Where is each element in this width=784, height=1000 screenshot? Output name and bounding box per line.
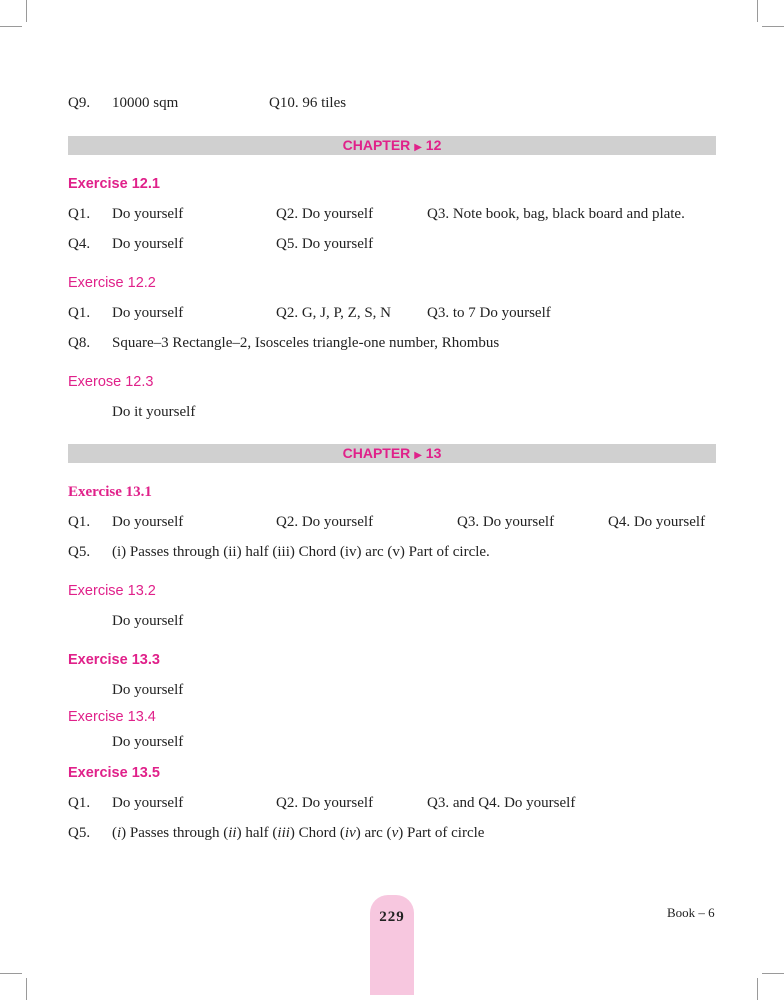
q2-answer: Q2. Do yourself bbox=[276, 514, 374, 530]
q3-q4-answer: Q3. and Q4. Do yourself bbox=[427, 795, 576, 811]
chapter-number: 13 bbox=[425, 445, 442, 461]
q9-answer: 10000 sqm bbox=[112, 95, 179, 111]
q1-answer: Do yourself bbox=[112, 206, 184, 222]
exercise-13-2-answer: Do yourself bbox=[112, 613, 184, 629]
play-arrow-icon: ▶ bbox=[414, 142, 422, 153]
q1-answer: Do yourself bbox=[112, 514, 184, 530]
chapter-number: 12 bbox=[425, 137, 442, 153]
q4-answer: Q4. Do yourself bbox=[608, 514, 706, 530]
crop-mark bbox=[757, 0, 758, 22]
q9-number: Q9. bbox=[68, 95, 91, 111]
q10-answer: Q10. 96 tiles bbox=[269, 95, 347, 111]
q1-answer: Do yourself bbox=[112, 305, 184, 321]
chapter-label: CHAPTER bbox=[342, 445, 411, 461]
q3-answer: Q3. Do yourself bbox=[457, 514, 555, 530]
exercise-13-4-title: Exercise 13.4 bbox=[68, 709, 156, 725]
crop-mark bbox=[762, 26, 784, 27]
chapter-13-header bbox=[68, 444, 716, 463]
exercise-12-3-title: Exerose 12.3 bbox=[68, 374, 154, 390]
exercise-12-3-answer: Do it yourself bbox=[112, 404, 196, 420]
q3-answer: Q3. to 7 Do yourself bbox=[427, 305, 551, 321]
q1-number: Q1. bbox=[68, 795, 91, 811]
play-arrow-icon: ▶ bbox=[414, 450, 422, 461]
exercise-13-2-title: Exercise 13.2 bbox=[68, 583, 156, 599]
q1-answer: Do yourself bbox=[112, 795, 184, 811]
exercise-13-5-title: Exercise 13.5 bbox=[68, 765, 160, 781]
q5-number: Q5. bbox=[68, 544, 91, 560]
exercise-13-4-answer: Do yourself bbox=[112, 734, 184, 750]
exercise-12-2-title: Exercise 12.2 bbox=[68, 275, 156, 291]
page-number-tab bbox=[370, 895, 414, 995]
q2-answer: Q2. G, J, P, Z, S, N bbox=[276, 305, 392, 321]
q8-answer: Square–3 Rectangle–2, Isosceles triangle-one number, Rhombus bbox=[112, 335, 500, 351]
crop-mark bbox=[757, 978, 758, 1000]
crop-mark bbox=[26, 0, 27, 22]
exercise-13-1-title: Exercise 13.1 bbox=[68, 484, 152, 500]
exercise-13-3-title: Exercise 13.3 bbox=[68, 652, 160, 668]
crop-mark bbox=[762, 973, 784, 974]
q1-number: Q1. bbox=[68, 206, 91, 222]
crop-mark bbox=[0, 973, 22, 974]
chapter-12-header bbox=[68, 136, 716, 155]
q1-number: Q1. bbox=[68, 305, 91, 321]
q1-number: Q1. bbox=[68, 514, 91, 530]
q5-answer: (i) Passes through (ii) half (iii) Chord (iv) arc (v) Part of circle. bbox=[112, 544, 490, 560]
crop-mark bbox=[0, 26, 22, 27]
crop-mark bbox=[26, 978, 27, 1000]
exercise-12-1-title: Exercise 12.1 bbox=[68, 176, 160, 192]
page-number: 229 bbox=[379, 909, 405, 925]
exercise-13-3-answer: Do yourself bbox=[112, 682, 184, 698]
q5-answer: (i) Passes through (ii) half (iii) Chord (iv) arc (v) Part of circle bbox=[112, 825, 485, 841]
book-label: Book – 6 bbox=[667, 905, 715, 920]
q8-number: Q8. bbox=[68, 335, 91, 351]
chapter-label: CHAPTER bbox=[342, 137, 411, 153]
q4-number: Q4. bbox=[68, 236, 91, 252]
q2-answer: Q2. Do yourself bbox=[276, 206, 374, 222]
q4-answer: Do yourself bbox=[112, 236, 184, 252]
q2-answer: Q2. Do yourself bbox=[276, 795, 374, 811]
q5-answer: Q5. Do yourself bbox=[276, 236, 374, 252]
q5-number: Q5. bbox=[68, 825, 91, 841]
q3-answer: Q3. Note book, bag, black board and plate. bbox=[427, 206, 685, 222]
